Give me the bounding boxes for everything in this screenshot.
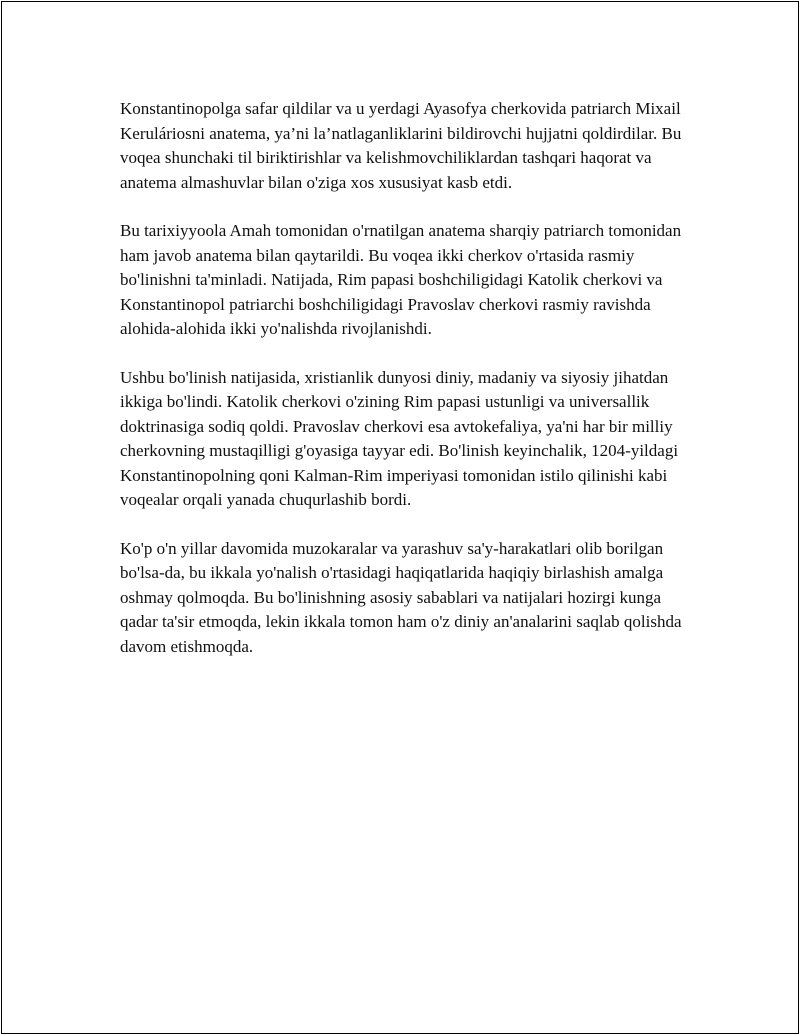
document-body xyxy=(120,97,700,683)
paragraph-4: Ko'p o'n yillar davomida muzokaralar va yarashuv sa'y-harakatlari olib borilgan bo'lsa-da, bu ikkala yo'nalish o'rtasidagi haqiqatlarida haqiqiy birlashish amalga oshmay qolmoqda. Bu bo'linishning asosiy sabablari va natijalari hozirgi kunga qadar ta'sir etmoqda, lekin ikkala tomon ham o'z diniy an'analarini saqlab qolishda davom etishmoqda. xyxy=(120,538,682,656)
paragraph-1: Konstantinopolga safar qildilar va u yerdagi Ayasofya cherkovida patriarch Mixail Kerulário​sni anatema, ya’ni la’natlaganliklarini bildirovchi hujjatni qoldirdilar. Bu voqea shunchaki til biriktirishlar va kelishmovchiliklardan tashqari haqorat va anatema almashuvlar bilan o'ziga xos xususiyat kasb etdi. xyxy=(120,99,682,192)
document-page xyxy=(1,1,799,1034)
paragraph-2: Bu tarixiyyoola Amah tomonidan o'rnatilgan anatema sharqiy patriarch tomonidan ham javob anatema bilan qaytarildi. Bu voqea ikki cherkov o'rtasida rasmiy bo'linishni ta'minladi. Natijada, Rim papasi boshchiligidagi Katolik cherkovi va Konstantinopol patriarchi boshchiligidagi Pravoslav cherkovi rasmiy ravishda alohida-alohida ikki yo'nalishda rivojlanishdi. xyxy=(120,221,682,338)
paragraph-3: Ushbu bo'linish natijasida, xristianlik dunyosi diniy, madaniy va siyosiy jihatdan ikkiga bo'lindi. Katolik cherkovi o'zining Rim papasi ustunligi va universallik doktrinasiga sodiq qoldi. Pravoslav cherkovi esa avtokefaliya, ya'ni har bir milliy cherkovning mustaqilligi g'oyasiga tayyar edi. Bo'linish keyinchalik, 1204-yildagi Konstantinopolning qoni Kalman-Rim imperiyasi tomonidan istilo qilinishi kabi voqealar orqali yanada chuqurlashib bordi. xyxy=(120,367,679,509)
